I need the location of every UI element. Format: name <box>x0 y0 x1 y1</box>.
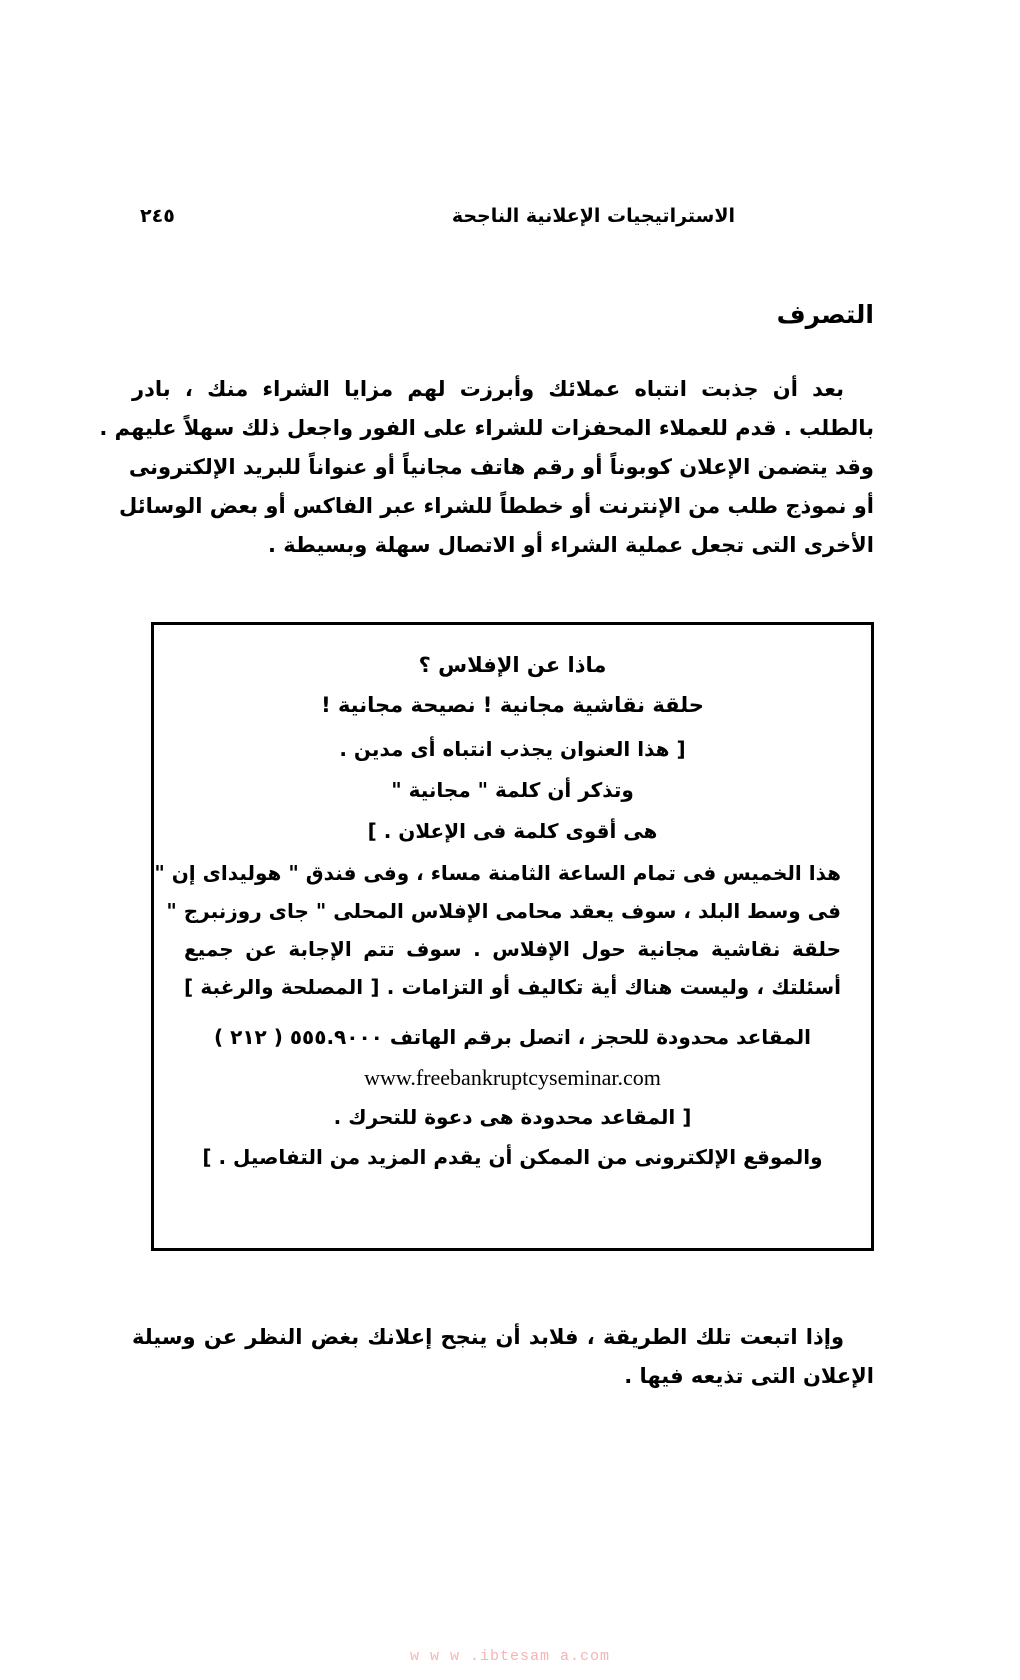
ad-body-line: فى وسط البلد ، سوف يعقد محامى الإفلاس المحلى " جاى روزنبرج " <box>166 899 841 923</box>
ad-headline: ماذا عن الإفلاس ؟ <box>418 653 607 677</box>
ad-subheadline: حلقة نقاشية مجانية ! نصيحة مجانية ! <box>321 693 704 717</box>
ad-note-line: والموقع الإلكترونى من الممكن أن يقدم المزيد من التفاصيل . ] <box>202 1145 823 1169</box>
watermark: w w w .ibtesam a.com <box>409 1648 611 1665</box>
section-heading: التصرف <box>776 300 874 329</box>
paragraph-intro <box>99 370 874 565</box>
ad-phone-line: المقاعد محدودة للحجز ، اتصل برقم الهاتف ٥٥٥.٩٠٠٠ ( ٢١٢ ) <box>214 1025 811 1049</box>
ad-note-line: [ هذا العنوان يجذب انتباه أى مدين . <box>339 737 686 761</box>
paragraph-line: الإعلان التى تذيعه فيها . <box>624 1364 874 1388</box>
paragraph-line: بالطلب . قدم للعملاء المحفزات للشراء على الفور واجعل ذلك سهلاً عليهم . <box>99 416 874 440</box>
page-number: ٢٤٥ <box>140 205 175 227</box>
ad-body-line: أسئلتك ، وليست هناك أية تكاليف أو التزامات . [ المصلحة والرغبة ] <box>184 975 841 999</box>
paragraph-line: وإذا اتبعت تلك الطريقة ، فلابد أن ينجح إعلانك بغض النظر عن وسيلة <box>132 1325 844 1349</box>
ad-body-line: حلقة نقاشية مجانية حول الإفلاس . سوف تتم الإجابة عن جميع <box>184 937 841 961</box>
paragraph-line: الأخرى التى تجعل عملية الشراء أو الاتصال سهلة وبسيطة . <box>268 533 874 557</box>
advertisement-example-box <box>151 622 874 1251</box>
ad-note-line: وتذكر أن كلمة " مجانية " <box>391 778 634 802</box>
running-header-title: الاستراتيجيات الإعلانية الناجحة <box>451 205 735 227</box>
ad-note-line: [ المقاعد محدودة هى دعوة للتحرك . <box>333 1105 692 1129</box>
paragraph-line: بعد أن جذبت انتباه عملائك وأبرزت لهم مزايا الشراء منك ، بادر <box>132 377 844 401</box>
paragraph-line: وقد يتضمن الإعلان كوبوناً أو رقم هاتف مجانياً أو عنواناً للبريد الإلكترونى <box>128 455 874 479</box>
ad-website-url: www.freebankruptcyseminar.com <box>364 1065 661 1090</box>
ad-note-line: هى أقوى كلمة فى الإعلان . ] <box>367 819 658 843</box>
running-header <box>140 205 870 235</box>
ad-body-line: هذا الخميس فى تمام الساعة الثامنة مساء ، وفى فندق " هوليداى إن " <box>154 861 841 885</box>
paragraph-line: أو نموذج طلب من الإنترنت أو خططاً للشراء عبر الفاكس أو بعض الوسائل <box>118 494 874 518</box>
paragraph-conclusion <box>132 1318 874 1396</box>
